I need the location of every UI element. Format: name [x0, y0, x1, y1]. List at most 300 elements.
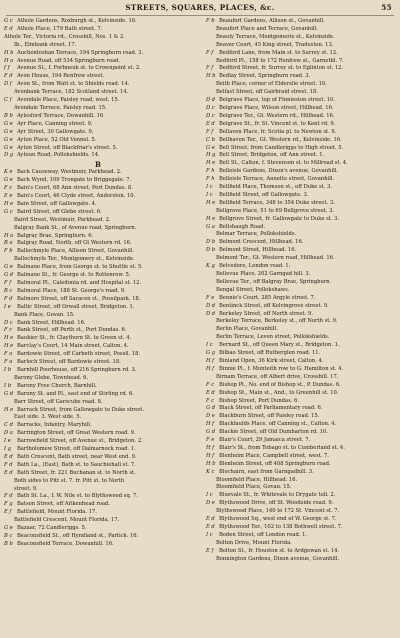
entry-text: Berkeley Terrace, Berkeley st., off North st. 9.: [216, 318, 338, 325]
directory-entry: [4, 129, 192, 137]
map-grid-code: E d: [4, 25, 13, 32]
map-grid-code: K e: [4, 169, 13, 176]
entry-text: Barclay's Court, 14 Main street, Calton. 4.: [17, 343, 129, 350]
directory-entry: [206, 437, 394, 445]
directory-entry: [206, 484, 394, 492]
map-grid-code: I c: [206, 492, 213, 499]
directory-entry: [4, 422, 192, 430]
entry-text: Belgrave Ter., Gt. Western rd., Hillhead. 16.: [219, 112, 335, 119]
entry-text: Ballochmyle Place, Allison Street, Govanhill.: [17, 248, 135, 255]
map-grid-code: D f: [4, 81, 12, 88]
directory-entry: [206, 145, 394, 153]
directory-entry: [4, 430, 192, 438]
map-grid-code: F c: [4, 327, 13, 334]
directory-entry: [4, 201, 192, 209]
entry-text: Bellhaven Ter., Gt. Western rd., Kelvinside. 16.: [219, 136, 342, 143]
directory-entry: [4, 391, 192, 399]
entry-text: Barony St. and Pl., east end of Stirling rd. 6.: [17, 390, 134, 397]
map-grid-code: F f: [206, 65, 214, 72]
directory-entry: [206, 137, 394, 145]
map-grid-code: I e: [4, 303, 11, 310]
directory-entry: [4, 533, 192, 541]
directory-entry: [4, 407, 192, 415]
map-grid-code: D d: [206, 310, 216, 317]
directory-entry: [4, 383, 192, 391]
entry-text: Bain's Court, 46 Clyde street, Anderston. 10.: [17, 193, 136, 200]
entry-text: Binnie Pl., f. Monteith row to G. Hamilton st. 4.: [219, 365, 344, 372]
entry-text: Both sides to Pitt st. 7. fr. Pitt st. to North: [14, 477, 125, 484]
entry-text: Bain Street, off Gallowgate. 4.: [17, 200, 97, 207]
directory-entry: [206, 421, 394, 429]
directory-entry: [206, 129, 394, 137]
map-grid-code: F c: [206, 397, 215, 404]
entry-text: Bentinck Street, off Kelvingrove street. 9.: [219, 302, 329, 309]
directory-entry: [4, 470, 192, 478]
entry-text: Beaconsfield Terrace, Dowanhill. 16.: [17, 540, 114, 547]
map-grid-code: I c: [206, 184, 213, 191]
entry-text: Balmoro Street, off Saracen st., Possilpark. 18.: [17, 295, 141, 302]
directory-entry: [206, 500, 394, 508]
entry-text: street. 9.: [14, 485, 38, 492]
map-grid-code: I b: [4, 366, 12, 373]
directory-entry: [206, 216, 394, 224]
map-grid-code: G e: [4, 128, 13, 135]
map-grid-code: G a: [206, 223, 215, 230]
entry-text: Bishop St., Main st., And., to Greenhill st. 10.: [219, 389, 339, 396]
map-grid-code: D a: [4, 430, 13, 437]
directory-entry: [206, 65, 394, 73]
entry-text: Avon House, 194 Renfrew street.: [17, 73, 105, 80]
map-grid-code: F d: [4, 493, 13, 500]
map-grid-code: C b: [206, 136, 215, 143]
entry-text: Avenue Road, off 534 Springburn road.: [17, 57, 121, 64]
entry-text: Blackburn Street, off Paisley road. 15.: [219, 413, 320, 420]
directory-entry: [4, 438, 192, 446]
directory-entry: [4, 217, 192, 225]
entry-text: Blair's Court, 29 Jamaica street. 7.: [219, 437, 311, 444]
entry-text: Bedford Pl., 158 to 172 Renfrew st., Garnethl. 7.: [216, 57, 344, 64]
directory-entry: [4, 414, 192, 422]
entry-text: Bell Street, Bridgeton, off Ann street. 1.: [219, 152, 325, 159]
entry-text: Belgrave St., fr. St. Vincent st. to Kent rd. 9.: [219, 120, 336, 127]
right-column: [206, 18, 394, 634]
entry-text: Bellgrove Place, 51 to 69 Bellgrove street. 3.: [216, 207, 335, 214]
entry-text: Bloomfield Place, Govan. 15.: [216, 484, 292, 491]
directory-entry: [4, 296, 192, 304]
map-grid-code: E e: [4, 193, 13, 200]
entry-text: Bellevue Ter., off Balgray Brae, Springburn.: [216, 278, 332, 285]
directory-entry: [206, 18, 394, 26]
directory-entry: [206, 26, 394, 34]
directory-entry: [206, 540, 394, 548]
map-grid-code: D c: [206, 104, 215, 111]
map-grid-code: F d: [4, 461, 13, 468]
map-grid-code: D g: [4, 152, 14, 159]
page-number: 55: [381, 3, 392, 12]
entry-text: Barracks, Infantry, Maryhill.: [17, 422, 92, 429]
entry-text: Bluevale St., fr. Whitevale to Drygate toll. 2.: [219, 492, 336, 499]
map-grid-code: F c: [4, 185, 13, 192]
map-grid-code: G e: [4, 264, 13, 271]
entry-text: Barr Street, off Garscube road. 8.: [14, 398, 103, 405]
map-grid-code: F a: [4, 351, 13, 358]
directory-entry: [206, 58, 394, 66]
directory-entry: [206, 390, 394, 398]
directory-entry: [206, 50, 394, 58]
map-grid-code: H a: [4, 57, 14, 64]
directory-entry: [206, 176, 394, 184]
directory-entry: [206, 73, 394, 81]
entry-text: Avonbank Terrace, 182 Scotland street. 14.: [14, 89, 129, 96]
directory-entry: [206, 342, 394, 350]
directory-entry: [206, 231, 394, 239]
map-grid-code: G e: [4, 144, 13, 151]
directory-entry: [206, 311, 394, 319]
entry-text: Batson Street, off Aitkenhead road.: [17, 501, 111, 508]
directory-entry: [4, 113, 192, 121]
directory-entry: [206, 469, 394, 477]
map-grid-code: C d: [4, 422, 13, 429]
entry-text: Avon St., from Watt st. to Shields road. 14.: [17, 81, 130, 88]
entry-text: Belleisle Gardens, Dixon's avenue, Govanhill.: [219, 168, 339, 175]
entry-text: Aytoun Road, Pollokshields. 14.: [17, 152, 100, 159]
directory-entry: [206, 247, 394, 255]
directory-entry: [206, 121, 394, 129]
entry-text: Birnam Terrace, off Albert drive, Crosshill. 17.: [216, 373, 339, 380]
entry-text: Bank Street, Hillhead. 16.: [17, 319, 86, 326]
map-grid-code: G c: [4, 208, 13, 215]
entry-text: Bellevue Place, 202 Garngad hill. 3.: [216, 271, 311, 277]
directory-entry: [4, 240, 192, 248]
entry-text: Bennie's Court, 285 Argyle street. 7.: [219, 294, 316, 301]
directory-entry: [4, 26, 192, 34]
entry-text: Bloomfield Place, Hillhead. 16.: [216, 476, 298, 483]
directory-entry: [206, 382, 394, 390]
entry-text: Belmar Terrace, Pollokshields.: [216, 231, 297, 238]
directory-entry: [4, 152, 192, 160]
directory-entry: [206, 398, 394, 406]
map-grid-code: E d: [4, 453, 13, 460]
entry-text: Bardowie Street, off Carbeth street, Possil. 18.: [17, 351, 141, 358]
directory-entry: [206, 89, 394, 97]
entry-text: Beaufort Gardens, Allison st., Govanhill.: [219, 18, 325, 24]
map-grid-code: G e: [4, 136, 13, 143]
entry-text: Bengal Street, Pollokshaws.: [216, 286, 290, 293]
map-grid-code: I c: [206, 531, 213, 538]
map-grid-code: K g: [206, 263, 215, 270]
directory-entry: [4, 225, 192, 233]
directory-entry: [4, 18, 192, 26]
map-grid-code: E d: [4, 469, 13, 476]
entry-text: Belgrave Place, Wilson street, Hillhead. 16.: [219, 104, 334, 111]
directory-entry: [4, 462, 192, 470]
directory-entry: [4, 233, 192, 241]
directory-entry: [4, 169, 192, 177]
entry-text: Black Street, off Parliamentary road. 6.: [219, 405, 323, 412]
entry-text: Bernard St., off Queen Mary st., Bridgeton. 1.: [219, 342, 340, 349]
map-grid-code: E d: [206, 389, 215, 396]
map-grid-code: H b: [206, 460, 216, 467]
entry-text: Balmoral Pl., Caledonia rd. and Hospital st. 12.: [17, 280, 142, 286]
entry-text: Back Wynd, 109 Trongate to Briggegate. 7.: [17, 177, 132, 184]
directory-entry: [4, 399, 192, 407]
map-grid-code: D b: [206, 239, 216, 246]
map-grid-code: F g: [4, 501, 13, 508]
directory-entry: [4, 177, 192, 185]
directory-entry: [206, 239, 394, 247]
entry-text: Berlin Place, Govanhill.: [216, 326, 278, 333]
map-grid-code: H e: [4, 406, 14, 413]
directory-entry: [206, 524, 394, 532]
entry-text: Bartholomew Street, off Dalmarnock road. 1.: [17, 446, 136, 453]
map-grid-code: H b: [206, 73, 216, 80]
page-title: STREETS, SQUARES, PLACES, &c.: [125, 3, 275, 12]
directory-entry: [206, 326, 394, 334]
directory-entry: [206, 287, 394, 295]
entry-text: Blenheim Place, Campbell street, west. 7.: [219, 452, 329, 459]
entry-text: Battlefield, Mount Florida. 17.: [17, 509, 97, 516]
directory-entry: [4, 272, 192, 280]
entry-text: Blenheim Street, off 408 Springburn road.: [219, 460, 331, 467]
map-grid-code: H e: [4, 343, 14, 350]
directory-entry: [206, 556, 394, 564]
entry-text: Bellfield Place, Thomson st., off Duke st. 3.: [219, 184, 333, 191]
directory-entry: [4, 34, 192, 42]
directory-entry: [4, 486, 192, 494]
map-grid-code: G e: [206, 144, 215, 151]
map-grid-code: D c: [206, 112, 215, 119]
directory-entry: [4, 509, 192, 517]
entry-text: Bellgrove Street, fr. Gallowgate to Duke st. 3.: [219, 215, 340, 222]
directory-entry: [4, 304, 192, 312]
header-rule: [6, 15, 394, 16]
map-grid-code: H f: [206, 365, 215, 372]
entry-text: Ballochmyle Ter., Montgomery st., Kelvinside.: [14, 256, 135, 263]
directory-entry: [4, 185, 192, 193]
entry-text: Bellshaugh Road.: [219, 223, 266, 230]
entry-text: Blythswood Place, 140 to 172 St. Vincent st. 7.: [216, 508, 340, 515]
map-grid-code: D e: [206, 413, 215, 420]
entry-text: Bedford Street, fr. Surrey st. to Eglinton st. 12.: [219, 65, 344, 72]
map-grid-code: I g: [4, 446, 12, 453]
entry-text: Barony Free Church, Barnhill.: [17, 382, 97, 389]
directory-entry: [4, 58, 192, 66]
map-grid-code: H e: [4, 335, 14, 342]
left-column: [4, 18, 192, 634]
directory-entry: [206, 358, 394, 366]
directory-entry: [4, 121, 192, 129]
directory-entry: [206, 318, 394, 326]
directory-entry: [206, 429, 394, 437]
directory-entry: [4, 42, 192, 50]
entry-text: Blythswood Drive, off St. Woodside road. 9.: [219, 500, 334, 507]
map-grid-code: B b: [4, 540, 13, 547]
map-grid-code: H f: [206, 452, 215, 459]
map-grid-code: D e: [206, 500, 215, 507]
map-grid-code: F b: [4, 248, 13, 255]
entry-text: Belfast Street, off Gairbraid street. 18.: [216, 89, 318, 96]
directory-entry: [4, 280, 192, 288]
directory-entry: [4, 264, 192, 272]
directory-entry: [206, 184, 394, 192]
entry-text: Belmont Street, Hillhead. 16.: [219, 247, 297, 254]
directory-entry: [206, 271, 394, 279]
map-grid-code: F e: [206, 294, 215, 301]
entry-text: Balgray Road, North, off Gt Western rd. 16.: [17, 240, 132, 247]
directory-entry: [206, 334, 394, 342]
entry-text: Blair's St., from Tobago st. to Cumberland st. 4.: [219, 444, 345, 451]
entry-text: Blackfaulds Place, off Canning st., Calton. 4.: [219, 421, 337, 428]
directory-entry: [206, 224, 394, 232]
directory-entry: [206, 160, 394, 168]
entry-text: Binland Open, 36 Kirk street, Calton. 4.: [219, 357, 324, 364]
entry-text: Blythswood Ter., 102 to 138 Bothwell street. 7.: [219, 524, 343, 530]
map-grid-code: H e: [206, 199, 216, 206]
map-grid-code: I c: [206, 191, 213, 198]
map-grid-code: E f: [206, 547, 214, 554]
directory-entry: [4, 367, 192, 375]
map-grid-code: B c: [4, 287, 13, 294]
entry-text: Bath St. La., f. W. Nile st. to Blythswood sq. 7.: [17, 493, 139, 500]
entry-text: Belmont Ter., Gt. Western road, Hillhead. 16.: [216, 255, 335, 262]
directory-entry: [206, 200, 394, 208]
directory-entry: [206, 374, 394, 382]
entry-text: Beaconsfield St., off Hyndland st., Partick. 16.: [17, 533, 139, 539]
entry-text: Blythswood Sq., west end of W. George st. 7.: [219, 516, 337, 523]
map-grid-code: I b: [4, 382, 12, 389]
entry-text: Ib., Elmbank street. 17.: [14, 41, 77, 48]
directory-entry: [4, 288, 192, 296]
directory-entry: [206, 295, 394, 303]
directory-entry: [4, 478, 192, 486]
entry-text: Berkeley Street, off North street. 9.: [219, 310, 313, 317]
directory-entry: [4, 73, 192, 81]
entry-text: Bolton Drive, Mount Florida.: [216, 539, 292, 546]
map-grid-code: H f: [206, 444, 215, 451]
directory-entry: [4, 446, 192, 454]
entry-text: Barloch Street, off Bardowie street. 18.: [17, 359, 121, 366]
directory-entry: [206, 492, 394, 500]
directory-entry: [4, 209, 192, 217]
directory-entry: [206, 208, 394, 216]
map-grid-code: H g: [206, 152, 216, 159]
entry-text: Bishop Street, Port Dundas. 6.: [219, 397, 299, 404]
map-grid-code: G e: [4, 525, 13, 532]
entry-text: Bellfield Terrace, 348 to 354 Duke street. 3.: [219, 199, 335, 206]
map-grid-code: F h: [206, 176, 215, 183]
section-letter: B: [95, 160, 101, 170]
directory-entry: [4, 517, 192, 525]
map-grid-code: H b: [4, 49, 14, 56]
entry-text: Bank Place, Govan. 15.: [14, 311, 75, 318]
directory-entry: [4, 335, 192, 343]
entry-text: Baird Street, off Glebe street. 6.: [17, 208, 102, 215]
entry-text: Beith Place, corner of Elderslie street. 10.: [216, 81, 327, 88]
map-grid-code: F f: [206, 49, 214, 56]
entry-text: East side. 3. West side. 5.: [14, 414, 82, 421]
directory-entry: [4, 248, 192, 256]
map-grid-code: H e: [206, 160, 216, 167]
entry-text: Battlefield Crescent, Mount Florida. 17.: [14, 517, 120, 524]
entry-text: Beauly Terrace, Montgomerie st., Kelvinside.: [216, 33, 335, 40]
directory-entry: [206, 97, 394, 105]
map-grid-code: G d: [4, 272, 14, 279]
directory-entry: [206, 477, 394, 485]
entry-text: Barrowfield Street, off Avenue st., Bridgeton. 2.: [17, 438, 143, 445]
directory-entry: [4, 50, 192, 58]
directory-entry: [206, 548, 394, 556]
map-grid-code: C f: [4, 97, 12, 104]
map-grid-code: F f: [206, 128, 214, 135]
directory-entry: [206, 113, 394, 121]
entry-text: Bain's Court, 68 Ann street, Port Dundas. 8.: [17, 185, 133, 192]
directory-entry: [4, 145, 192, 153]
map-grid-code: D d: [206, 97, 216, 104]
directory-entry: [206, 303, 394, 311]
entry-text: Belgrave Place, top of Finnieston street. 10.: [219, 97, 335, 104]
directory-entry: [206, 42, 394, 50]
entry-text: Bellfield Street, off Gallowgate. 3.: [219, 191, 309, 198]
directory-entry: [206, 152, 394, 160]
map-grid-code: F c: [206, 381, 215, 388]
directory-entry: [206, 461, 394, 469]
map-grid-code: K c: [206, 468, 215, 475]
directory-entry: [4, 320, 192, 328]
entry-text: Aylesford Terrace, Dowanhill. 16.: [17, 112, 105, 119]
directory-entry: [206, 263, 394, 271]
map-grid-code: F b: [206, 18, 215, 24]
entry-text: Baltic Street, off Orwall street, Bridgeton. 1.: [17, 303, 135, 310]
directory-entry: [4, 351, 192, 359]
page-header: [8, 3, 392, 15]
entry-text: Beaver Court, 45 King street, Tradeston. 13.: [216, 41, 334, 48]
map-grid-code: H e: [4, 200, 14, 207]
entry-text: Belleisle Terrace, Annette street, Govanhill.: [219, 176, 335, 183]
directory-entry: [4, 327, 192, 335]
directory-entry: [206, 508, 394, 516]
map-grid-code: B a: [4, 240, 13, 247]
map-grid-code: F f: [4, 280, 12, 286]
entry-text: Bell Street, from Candleriggs to High street. 5.: [219, 144, 344, 151]
entry-text: Bolton St., fr. Houston st. to Ardgowan st. 14.: [219, 547, 340, 554]
map-grid-code: f f: [4, 65, 10, 72]
entry-text: Bath Street, fr. 221 Buchanan st. to North st.: [17, 469, 136, 476]
directory-entry: [4, 493, 192, 501]
map-grid-code: F d: [4, 73, 13, 80]
entry-text: Ayr Place, Canning street. 9.: [17, 120, 93, 127]
directory-entry: [4, 81, 192, 89]
directory-entry: [206, 350, 394, 358]
entry-text: Bedlay Street, Springburn road. 3.: [219, 73, 311, 80]
directory-entry: [206, 413, 394, 421]
directory-entry: [206, 255, 394, 263]
directory-entry: [206, 405, 394, 413]
entry-text: Berlin Terrace, Leven street, Pollokshields.: [216, 334, 330, 341]
directory-entry: [4, 343, 192, 351]
entry-text: Bonnington Gardens, Dixon avenue, Govanhill.: [216, 555, 340, 562]
entry-text: Ayton Place, 52 Old Vennel. 5.: [17, 136, 97, 143]
entry-text: Athole Place, 179 Bath street. 7.: [17, 25, 103, 32]
entry-text: Back Causeway, Westmuir, Parkhead. 2.: [17, 169, 122, 176]
map-grid-code: E d: [206, 516, 215, 523]
directory-entry: [4, 89, 192, 97]
entry-text: Balmoral Place, 188 St. George's road. 9.: [17, 287, 126, 294]
map-grid-code: G d: [206, 429, 216, 436]
entry-text: Bank Street, off Perth st., Port Dundas. 6.: [17, 327, 127, 334]
entry-text: Belmont Crescent, Hillhead. 16.: [219, 239, 304, 246]
map-grid-code: G d: [4, 390, 14, 397]
map-grid-code: F d: [4, 295, 13, 302]
